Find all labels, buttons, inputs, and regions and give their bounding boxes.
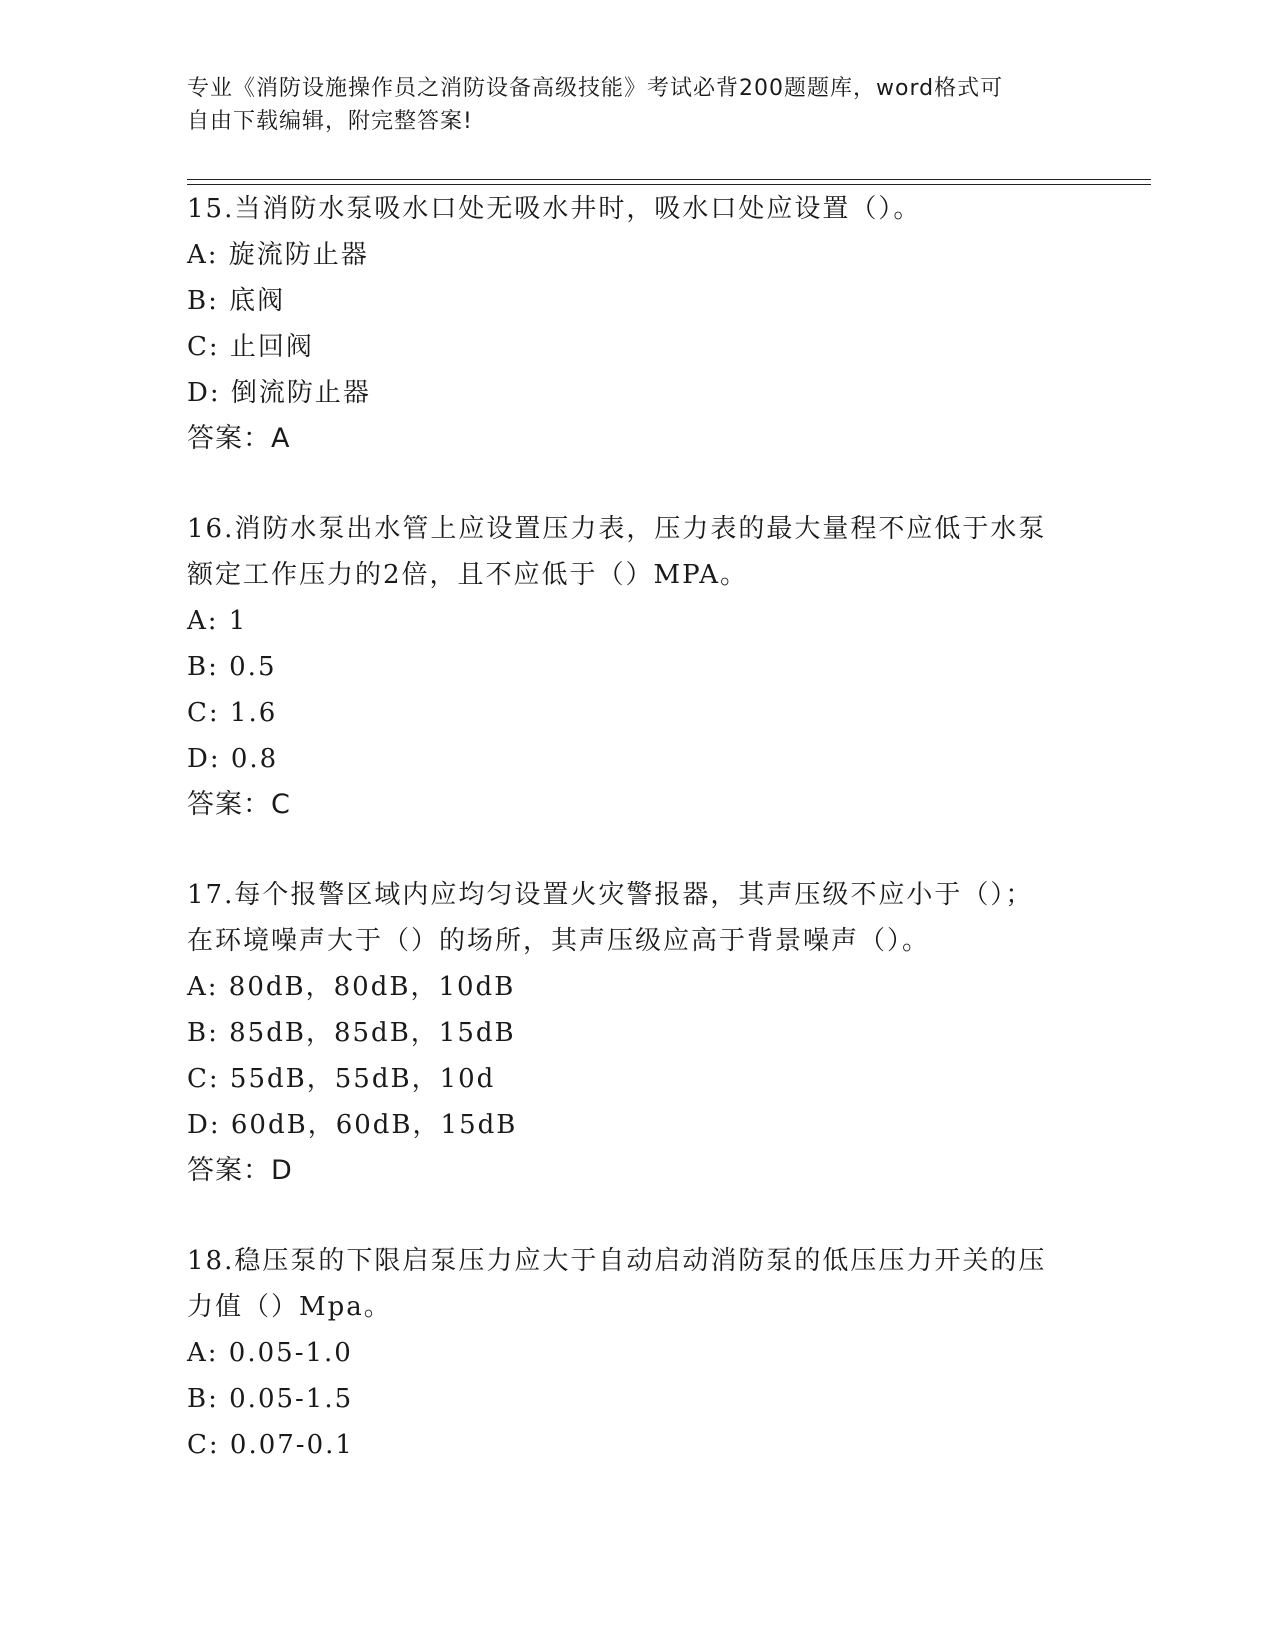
answer-label: 答案：D — [187, 1155, 293, 1186]
header-line-2: 自由下载编辑，附完整答案! — [187, 109, 473, 134]
question-stem-line-1: 18.稳压泵的下限启泵压力应大于自动启动消防泵的低压压力开关的压 — [187, 1246, 1047, 1276]
question-stem-line-1: 16.消防水泵出水管上应设置压力表，压力表的最大量程不应低于水泵 — [187, 514, 1047, 544]
question-17 — [187, 872, 1087, 1194]
question-15 — [187, 186, 1087, 462]
question-stem-line-1: 17.每个报警区域内应均匀设置火灾警报器，其声压级不应小于（）； — [187, 880, 1034, 910]
option-d: D: 倒流防止器 — [187, 378, 371, 408]
option-a: A: 0.05-1.0 — [187, 1338, 353, 1368]
answer-label: 答案：C — [187, 789, 291, 820]
header-line-1: 专业《消防设施操作员之消防设备高级技能》考试必背200题题库，word格式可 — [187, 76, 1004, 101]
option-c: C: 止回阀 — [187, 332, 314, 362]
option-b: B: 0.5 — [187, 652, 277, 682]
option-a: A: 旋流防止器 — [187, 240, 369, 270]
option-a: A: 1 — [187, 606, 248, 636]
header-divider-top — [187, 179, 1151, 180]
option-c: C: 0.07-0.1 — [187, 1430, 354, 1460]
question-stem-line-2: 力值（）Mpa。 — [187, 1292, 392, 1322]
option-c: C: 55dB，55dB，10d — [187, 1064, 496, 1094]
option-b: B: 85dB，85dB，15dB — [187, 1018, 516, 1048]
answer-label: 答案：A — [187, 423, 291, 454]
header-divider-bottom — [187, 184, 1151, 185]
question-18 — [187, 1238, 1087, 1468]
question-stem: 15.当消防水泵吸水口处无吸水井时，吸水口处应设置（）。 — [187, 194, 922, 224]
option-d: D: 0.8 — [187, 744, 279, 774]
option-a: A: 80dB，80dB，10dB — [187, 972, 516, 1002]
option-b: B: 底阀 — [187, 286, 286, 316]
question-stem-line-2: 在环境噪声大于（）的场所，其声压级应高于背景噪声（）。 — [187, 926, 931, 956]
document-header — [187, 72, 1087, 138]
option-b: B: 0.05-1.5 — [187, 1384, 354, 1414]
question-stem-line-2: 额定工作压力的2倍，且不应低于（）MPA。 — [187, 560, 749, 590]
question-16 — [187, 506, 1087, 828]
option-d: D: 60dB，60dB，15dB — [187, 1110, 518, 1140]
question-list — [187, 186, 1087, 1468]
option-c: C: 1.6 — [187, 698, 278, 728]
